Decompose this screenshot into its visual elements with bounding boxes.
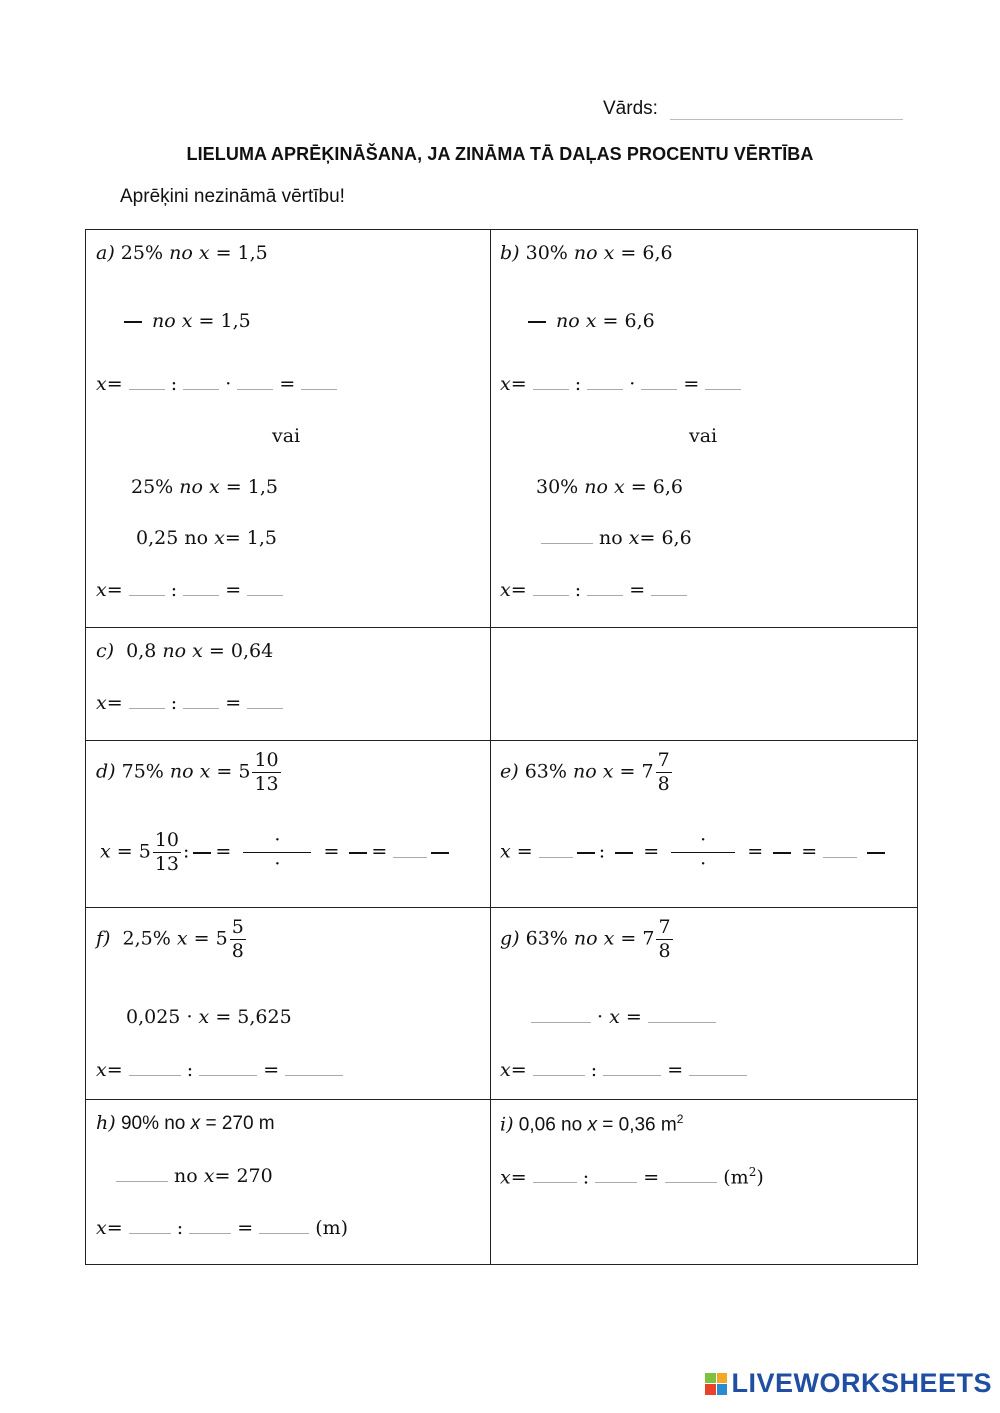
task-g-answer-line: x= : = [500,1059,747,1081]
answer-blank[interactable] [665,1182,717,1183]
task-c-statement: c) 0,8 no x = 0,64 [96,640,274,662]
empty-cell [491,628,918,741]
answer-blank[interactable] [595,1182,637,1183]
answer-blank[interactable] [183,708,219,709]
task-e-cell [491,741,918,908]
task-i-cell [491,1100,918,1265]
liveworksheets-logo [705,1368,992,1399]
task-g-line-2: · x = [531,1006,716,1028]
task-a-answer-line-1: x= : · = [96,373,337,395]
empty-fraction-bar[interactable] [431,852,449,854]
name-input-line[interactable] [670,119,903,120]
task-b-fraction-line: no x = 6,6 [524,310,655,332]
empty-product-fraction[interactable]: $\frac{\cdot}{\cdot}$ [243,831,311,874]
logo-icon [705,1373,727,1395]
task-g-cell [491,908,918,1100]
vai-label: vai [689,425,718,447]
task-f-answer-line: x= : = [96,1059,343,1081]
answer-blank[interactable] [129,1075,181,1076]
task-i-statement: i) 0,06 no x = 0,36 $m^2$ [500,1112,684,1136]
answer-blank[interactable] [183,595,219,596]
empty-fraction-bar[interactable] [193,852,211,854]
answer-blank[interactable] [823,857,857,858]
answer-blank[interactable] [533,1075,585,1076]
answer-blank[interactable] [301,389,337,390]
answer-blank[interactable] [531,1022,591,1023]
empty-fraction-bar[interactable] [615,852,633,854]
task-a-vai-line-2: 0,25 no x= 1,5 [136,527,277,549]
answer-blank[interactable] [129,389,165,390]
task-b-answer-line-2: x= : = [500,579,687,601]
task-b-answer-line-1: x= : · = [500,373,741,395]
answer-blank[interactable] [651,595,687,596]
task-d-answer-line: x = 5 $\frac{10}{13}$ : = $\frac{\cdot}{\cdot}$ = = [100,831,453,874]
logo-text: LIVEWORKSHEETS [731,1368,992,1398]
task-d-cell [86,741,491,908]
empty-fraction-bar[interactable] [867,852,885,854]
task-b-statement: b) 30% no x = 6,6 [500,242,673,264]
vai-label: vai [272,425,301,447]
answer-blank[interactable] [259,1233,309,1234]
task-h-cell [86,1100,491,1265]
answer-blank[interactable] [129,595,165,596]
task-h-answer-line: x= : = (m) [96,1217,349,1239]
answer-blank[interactable] [129,708,165,709]
task-e-statement: e) 63% no x = 7 $\frac{7}{8}$ [500,749,670,795]
task-f-statement: f) 2,5% x = 5 $\frac{5}{8}$ [96,916,244,962]
answer-blank[interactable] [247,708,283,709]
task-table [85,229,918,1265]
answer-blank[interactable] [603,1075,661,1076]
task-a-answer-line-2: x= : = [96,579,283,601]
empty-fraction-bar[interactable] [124,321,142,323]
task-c-answer-line: x= : = [96,692,283,714]
empty-fraction-bar[interactable] [773,852,791,854]
task-e-answer-line: x = : = $\frac{\cdot}{\cdot}$ = = [500,831,889,874]
task-a-vai-line-1: 25% no x = 1,5 [131,476,278,498]
answer-blank[interactable] [587,595,623,596]
task-a-statement: a) 25% no x = 1,5 [96,242,268,264]
answer-blank[interactable] [189,1233,231,1234]
answer-blank[interactable] [116,1181,168,1182]
task-a-cell [86,230,491,628]
task-g-statement: g) 63% no x = 7 $\frac{7}{8}$ [500,916,671,962]
empty-product-fraction[interactable]: $\frac{\cdot}{\cdot}$ [671,831,735,874]
task-a-fraction-line: no x = 1,5 [120,310,251,332]
task-b-vai-line-2: no x= 6,6 [541,527,692,549]
answer-blank[interactable] [705,389,741,390]
empty-fraction-bar[interactable] [528,321,546,323]
empty-fraction-bar[interactable] [577,852,595,854]
task-b-vai-line-1: 30% no x = 6,6 [536,476,683,498]
task-d-statement: d) 75% no x = 5 $\frac{10}{13}$ [96,749,279,795]
task-f-line-2: 0,025 · x = 5,625 [126,1006,292,1028]
answer-blank[interactable] [129,1233,171,1234]
task-c-cell [86,628,491,741]
answer-blank[interactable] [689,1075,747,1076]
answer-blank[interactable] [541,543,593,544]
answer-blank[interactable] [183,389,219,390]
answer-blank[interactable] [648,1022,716,1023]
answer-blank[interactable] [533,595,569,596]
answer-blank[interactable] [393,857,427,858]
answer-blank[interactable] [285,1075,343,1076]
empty-fraction-bar[interactable] [349,852,367,854]
answer-blank[interactable] [641,389,677,390]
answer-blank[interactable] [237,389,273,390]
task-h-statement: h) 90% no x = 270 m [96,1112,275,1134]
name-label: Vārds: [603,98,658,119]
answer-blank[interactable] [247,595,283,596]
page-title: LIELUMA APRĒĶINĀŠANA, JA ZINĀMA TĀ DAĻAS PROCENTU VĒRTĪBA [186,144,814,164]
answer-blank[interactable] [533,389,569,390]
task-h-line-2: no x= 270 [116,1165,273,1187]
task-b-cell [491,230,918,628]
task-f-cell [86,908,491,1100]
task-i-answer-line: x= : = $(m^2)$ [500,1165,764,1189]
answer-blank[interactable] [587,389,623,390]
answer-blank[interactable] [533,1182,577,1183]
answer-blank[interactable] [199,1075,257,1076]
instruction: Aprēķini nezināmā vērtību! [120,186,345,207]
answer-blank[interactable] [539,857,573,858]
